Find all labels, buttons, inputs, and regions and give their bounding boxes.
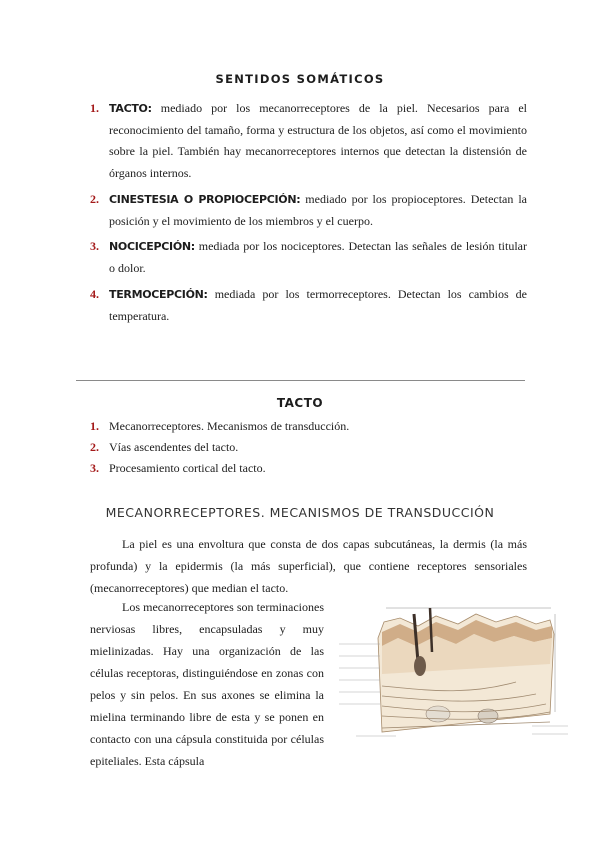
list-term: TACTO: [109, 102, 152, 115]
list-item [90, 458, 527, 479]
section-title: TACTO [276, 396, 324, 410]
list-text: Procesamiento cortical del tacto. [109, 461, 266, 475]
list-number: 1. [90, 419, 99, 433]
paragraph: Los mecanorreceptores son terminaciones nerviosas libres, encapsuladas y muy mielinizadas. Hay una organización de las células receptoras, distinguiéndose en zonas con pelos y sin pelos. En sus axones se elimina la mielina terminando libre de esta y se ponen en contacto con una cápsula constituida por células epiteliales. Esta cápsula [90, 600, 324, 768]
list-text: mediada por los nociceptores. Detectan las señales de lesión titular o dolor. [109, 239, 527, 275]
list-number: 2. [90, 192, 99, 206]
list-text: mediado por los mecanorreceptores de la piel. Necesarios para el reconocimiento del tamaño, forma y estructura de los objetos, así como el movimiento sobre la piel. También hay mecanorreceptores internos que detectan la distensión de órganos internos. [109, 101, 528, 180]
list-number: 1. [90, 101, 99, 115]
skin-cross-section-illustration [336, 604, 572, 746]
list-number: 3. [90, 461, 99, 475]
subsection-title: MECANORRECEPTORES. MECANISMOS DE TRANSDUCCIÓN [105, 505, 495, 520]
list-number: 4. [90, 287, 99, 301]
list-number: 2. [90, 440, 99, 454]
section-divider [76, 380, 525, 381]
list-term: CINESTESIA O PROPIOCEPCIÓN: [109, 193, 301, 206]
page-title: SENTIDOS SOMÁTICOS [215, 72, 385, 86]
list-number: 3. [90, 239, 99, 253]
list-text: Vías ascendentes del tacto. [109, 440, 239, 454]
list-item [90, 284, 527, 327]
paragraph: La piel es una envoltura que consta de dos capas subcutáneas, la dermis (la más profunda) y la epidermis (la más superficial), que contiene receptores sensoriales (mecanorreceptores) que median el tacto. [90, 537, 527, 595]
list-term: TERMOCEPCIÓN: [109, 288, 208, 301]
list-text: mediada por los termorreceptores. Detectan los cambios de temperatura. [109, 287, 527, 323]
list-item [90, 189, 527, 232]
list-item [90, 416, 527, 437]
list-item [90, 98, 527, 184]
list-text: Mecanorreceptores. Mecanismos de transducción. [109, 419, 350, 433]
list-text: mediado por los propioceptores. Detectan la posición y el movimiento de los miembros y el cuerpo. [109, 192, 527, 228]
list-item [90, 437, 527, 458]
list-item [90, 236, 527, 279]
list-term: NOCICEPCIÓN: [109, 240, 195, 253]
